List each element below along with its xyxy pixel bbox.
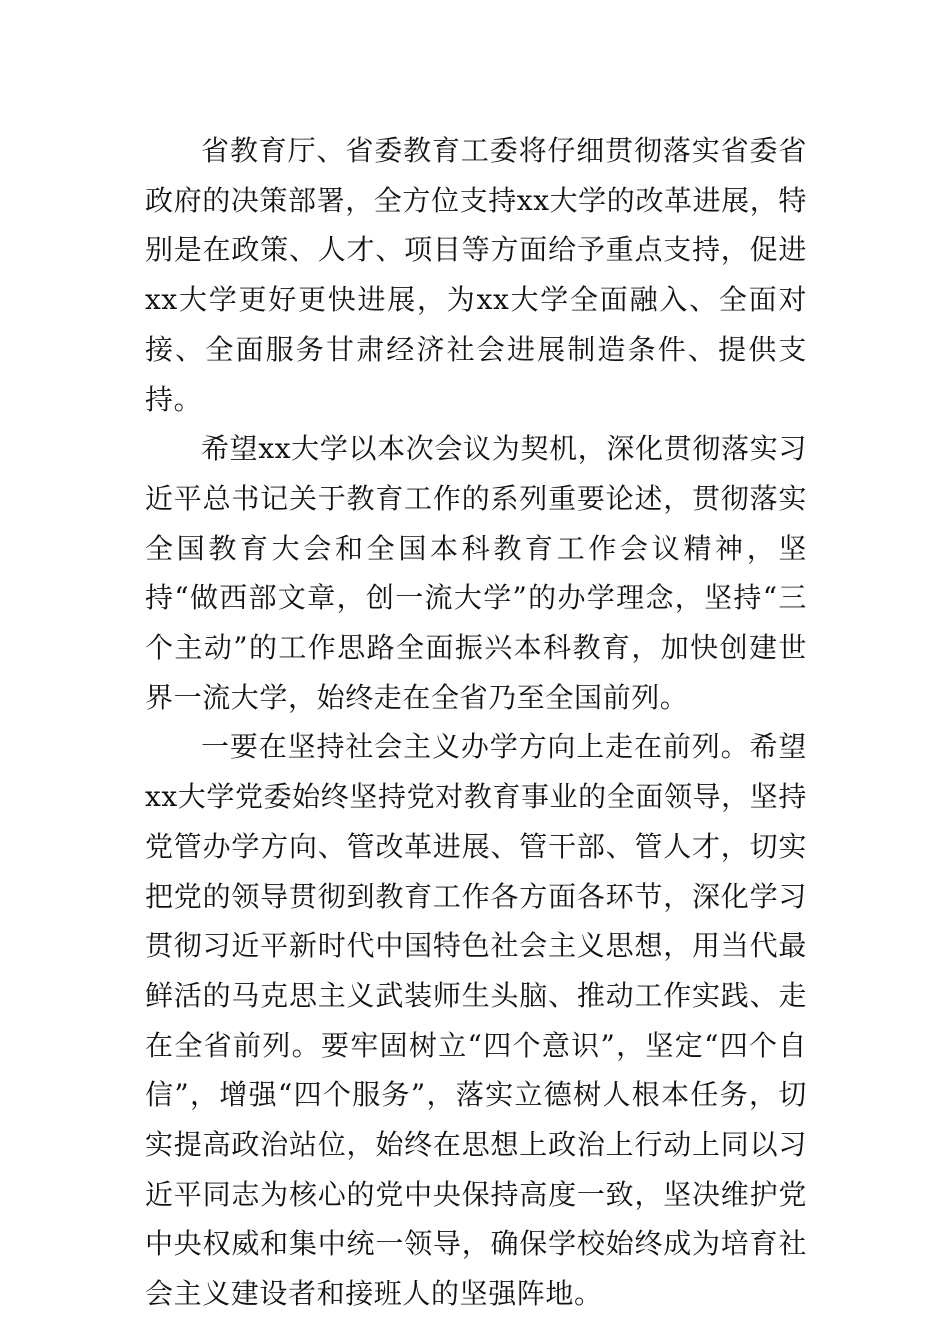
document-body	[145, 126, 807, 1319]
paragraph-3: 一要在坚持社会主义办学方向上走在前列。希望xx大学党委始终坚持党对教育事业的全面领导，坚持党管办学方向、管改革进展、管干部、管人才，切实把党的领导贯彻到教育工作各方面各环节，深化学习贯彻习近平新时代中国特色社会主义思想，用当代最鲜活的马克思主义武装师生头脑、推动工作实践、走在全省前列。要牢固树立“四个意识”，坚定“四个自信”，增强“四个服务”，落实立德树人根本任务，切实提高政治站位，始终在思想上政治上行动上同以习近平同志为核心的党中央保持高度一致，坚决维护党中央权威和集中统一领导，确保学校始终成为培育社会主义建设者和接班人的坚强阵地。	[145, 730, 807, 1311]
paragraph-2: 希望xx大学以本次会议为契机，深化贯彻落实习近平总书记关于教育工作的系列重要论述，贯彻落实全国教育大会和全国本科教育工作会议精神，坚持“做西部文章，创一流大学”的办学理念，坚持“三个主动”的工作思路全面振兴本科教育，加快创建世界一流大学，始终走在全省乃至全国前列。	[145, 432, 807, 714]
paragraph-1: 省教育厅、省委教育工委将仔细贯彻落实省委省政府的决策部署，全方位支持xx大学的改革进展，特别是在政策、人才、项目等方面给予重点支持，促进xx大学更好更快进展，为xx大学全面融入、全面对接、全面服务甘肃经济社会进展制造条件、提供支持。	[145, 134, 807, 416]
